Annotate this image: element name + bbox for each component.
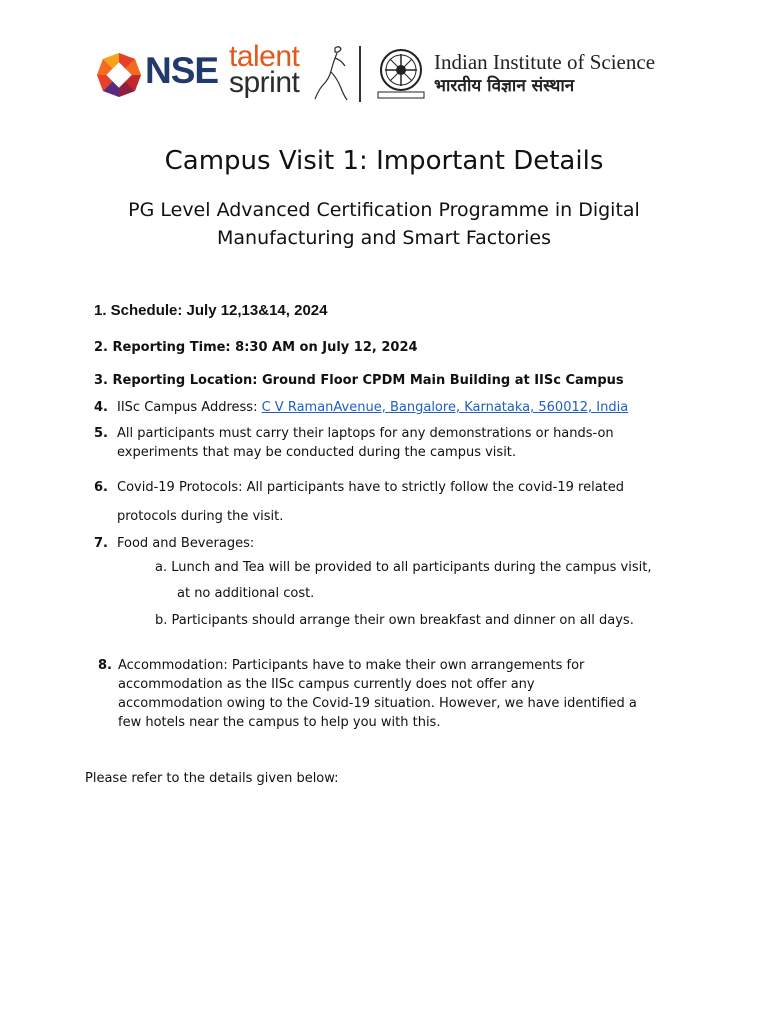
address-label: IISc Campus Address: bbox=[117, 400, 262, 415]
laptops-item: All participants must carry their laptops for any demonstrations or hands-on experiments that may be conducted during the campus visit. bbox=[117, 426, 614, 460]
talent-wordmark: talent bbox=[229, 40, 300, 73]
nse-logo-icon bbox=[95, 51, 143, 99]
header-logos bbox=[95, 40, 655, 110]
page-title: Campus Visit 1: Important Details bbox=[164, 146, 604, 176]
reporting-location-item: 3. Reporting Location: Ground Floor CPDM Main Building at IISc Campus bbox=[94, 373, 624, 388]
iisc-emblem-icon bbox=[374, 46, 428, 102]
covid-line-1: Covid-19 Protocols: All participants have to strictly follow the covid-19 related bbox=[117, 480, 625, 495]
reporting-time-item: 2. Reporting Time: 8:30 AM on July 12, 2024 bbox=[94, 340, 418, 355]
address-link[interactable]: C V RamanAvenue, Bangalore, Karnataka, 560012, India bbox=[261, 400, 629, 415]
food-item-a-line-1: a. Lunch and Tea will be provided to all participants during the campus visit, bbox=[155, 560, 652, 575]
accommodation-item: Accommodation: Participants have to make their own arrangements for accommodation as the IISc campus currently does not offer any accommodation owing to the Covid-19 situation. However, we have identified a few hotels near the campus to help you with this. bbox=[118, 658, 637, 730]
accommodation-number: 8. bbox=[98, 658, 112, 673]
nse-wordmark: NSE bbox=[145, 50, 219, 91]
runner-icon bbox=[313, 44, 349, 104]
iisc-name-hindi: भारतीय विज्ञान संस्थान bbox=[434, 76, 575, 96]
footer-note: Please refer to the details given below: bbox=[85, 771, 339, 786]
address-number: 4. bbox=[94, 400, 108, 415]
food-item-b: b. Participants should arrange their own breakfast and dinner on all days. bbox=[155, 613, 634, 628]
food-number: 7. bbox=[94, 536, 108, 551]
food-label: Food and Beverages: bbox=[117, 536, 255, 551]
logo-divider bbox=[359, 46, 361, 102]
food-item-a-line-2: at no additional cost. bbox=[177, 586, 315, 601]
laptops-number: 5. bbox=[94, 426, 108, 441]
iisc-name-english: Indian Institute of Science bbox=[434, 50, 656, 74]
address-item bbox=[117, 400, 628, 415]
sprint-wordmark: sprint bbox=[229, 66, 300, 99]
covid-number: 6. bbox=[94, 480, 108, 495]
covid-line-2: protocols during the visit. bbox=[117, 509, 284, 524]
page-subtitle: PG Level Advanced Certification Programme in Digital Manufacturing and Smart Factories bbox=[128, 199, 640, 249]
schedule-item: 1. Schedule: July 12,13&14, 2024 bbox=[94, 302, 328, 319]
